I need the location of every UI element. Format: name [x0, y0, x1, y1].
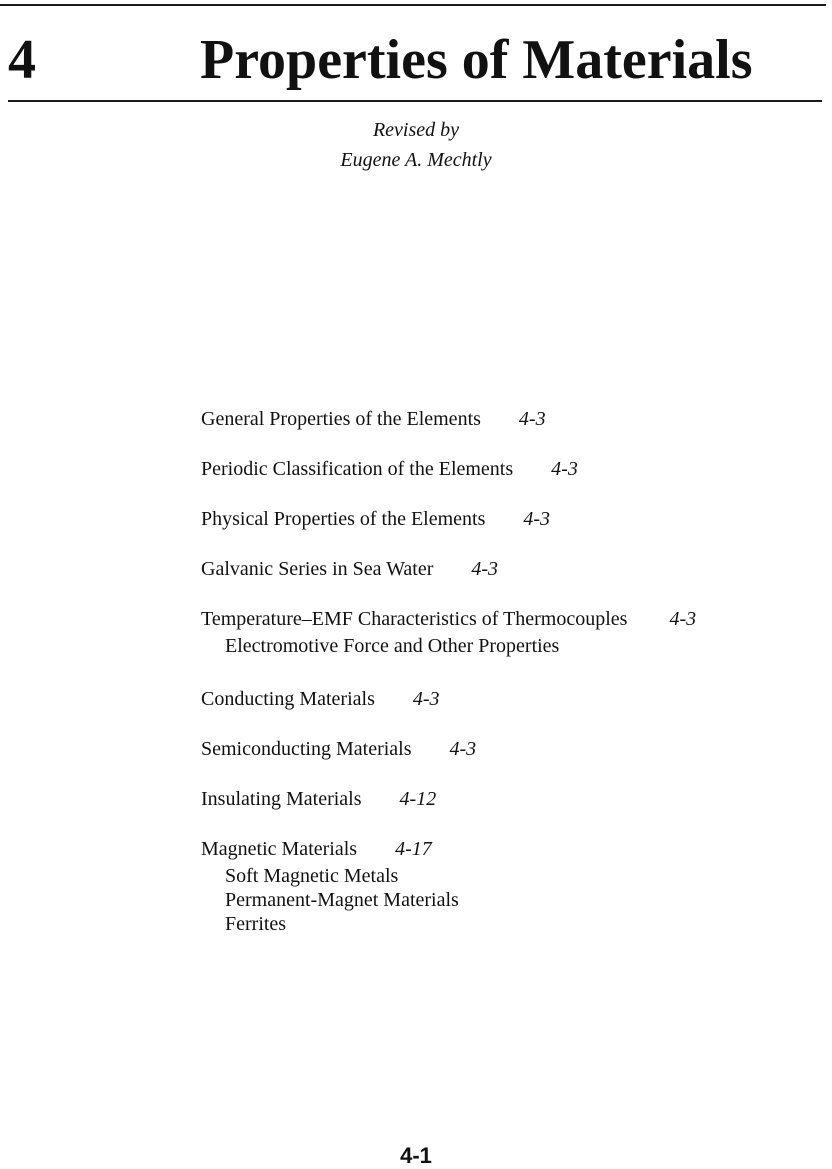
byline-revised-by: Revised by	[372, 119, 460, 141]
toc-entry-title: Semiconducting Materials	[201, 738, 412, 760]
toc-entry-title: Conducting Materials	[201, 688, 375, 710]
toc-entry-page: 4-3	[523, 508, 551, 530]
toc-entry	[201, 834, 459, 936]
header-rule-top	[0, 4, 826, 6]
toc-entry-page: 4-3	[669, 608, 697, 630]
toc-entry-line	[201, 834, 459, 864]
toc-entry-page: 4-3	[551, 458, 578, 480]
toc-subentry: Electromotive Force and Other Properties	[225, 635, 560, 657]
toc-entry-title: Magnetic Materials	[201, 838, 358, 860]
toc-entry-line	[201, 684, 440, 714]
toc-entry-title: Galvanic Series in Sea Water	[201, 558, 434, 580]
toc-entry-line	[201, 504, 550, 534]
toc-entry	[201, 404, 546, 434]
toc-entry	[201, 784, 436, 814]
toc-entry-line	[201, 784, 436, 814]
page-number: 4-1	[400, 1143, 432, 1168]
header-rule-bottom	[8, 100, 822, 102]
toc-entry-line	[201, 454, 578, 484]
toc-entry-title: Temperature–EMF Characteristics of Thermocouples	[201, 608, 628, 630]
toc-entry	[201, 454, 578, 484]
toc-entry	[201, 734, 476, 764]
toc-subentry: Permanent-Magnet Materials	[225, 889, 459, 911]
toc-entry	[201, 684, 440, 714]
toc-entry-page: 4-12	[399, 788, 437, 810]
toc-entry-page: 4-3	[518, 408, 546, 430]
toc-entry-page: 4-3	[412, 688, 440, 710]
toc-entry	[201, 554, 498, 584]
toc-entry-line	[201, 554, 498, 584]
toc-entry-line	[201, 404, 546, 434]
toc-entry-line	[201, 604, 696, 634]
toc-entry-title: Periodic Classification of the Elements	[201, 458, 514, 480]
chapter-title: Properties of Materials	[200, 29, 753, 91]
toc-subentry: Ferrites	[225, 913, 287, 935]
toc-entry-page: 4-17	[395, 838, 432, 860]
toc-entry-title: General Properties of the Elements	[201, 408, 481, 430]
toc-entry-title: Physical Properties of the Elements	[201, 508, 486, 530]
toc-entry-page: 4-3	[471, 558, 499, 580]
byline-author: Eugene A. Mechtly	[340, 149, 492, 171]
toc-entry	[201, 604, 696, 658]
chapter-number: 4	[8, 29, 36, 91]
toc-entry-page: 4-3	[449, 738, 477, 760]
toc-entry-line	[201, 734, 476, 764]
toc-subentry: Soft Magnetic Metals	[225, 865, 399, 887]
toc-entry-title: Insulating Materials	[201, 788, 362, 810]
toc-entry	[201, 504, 550, 534]
